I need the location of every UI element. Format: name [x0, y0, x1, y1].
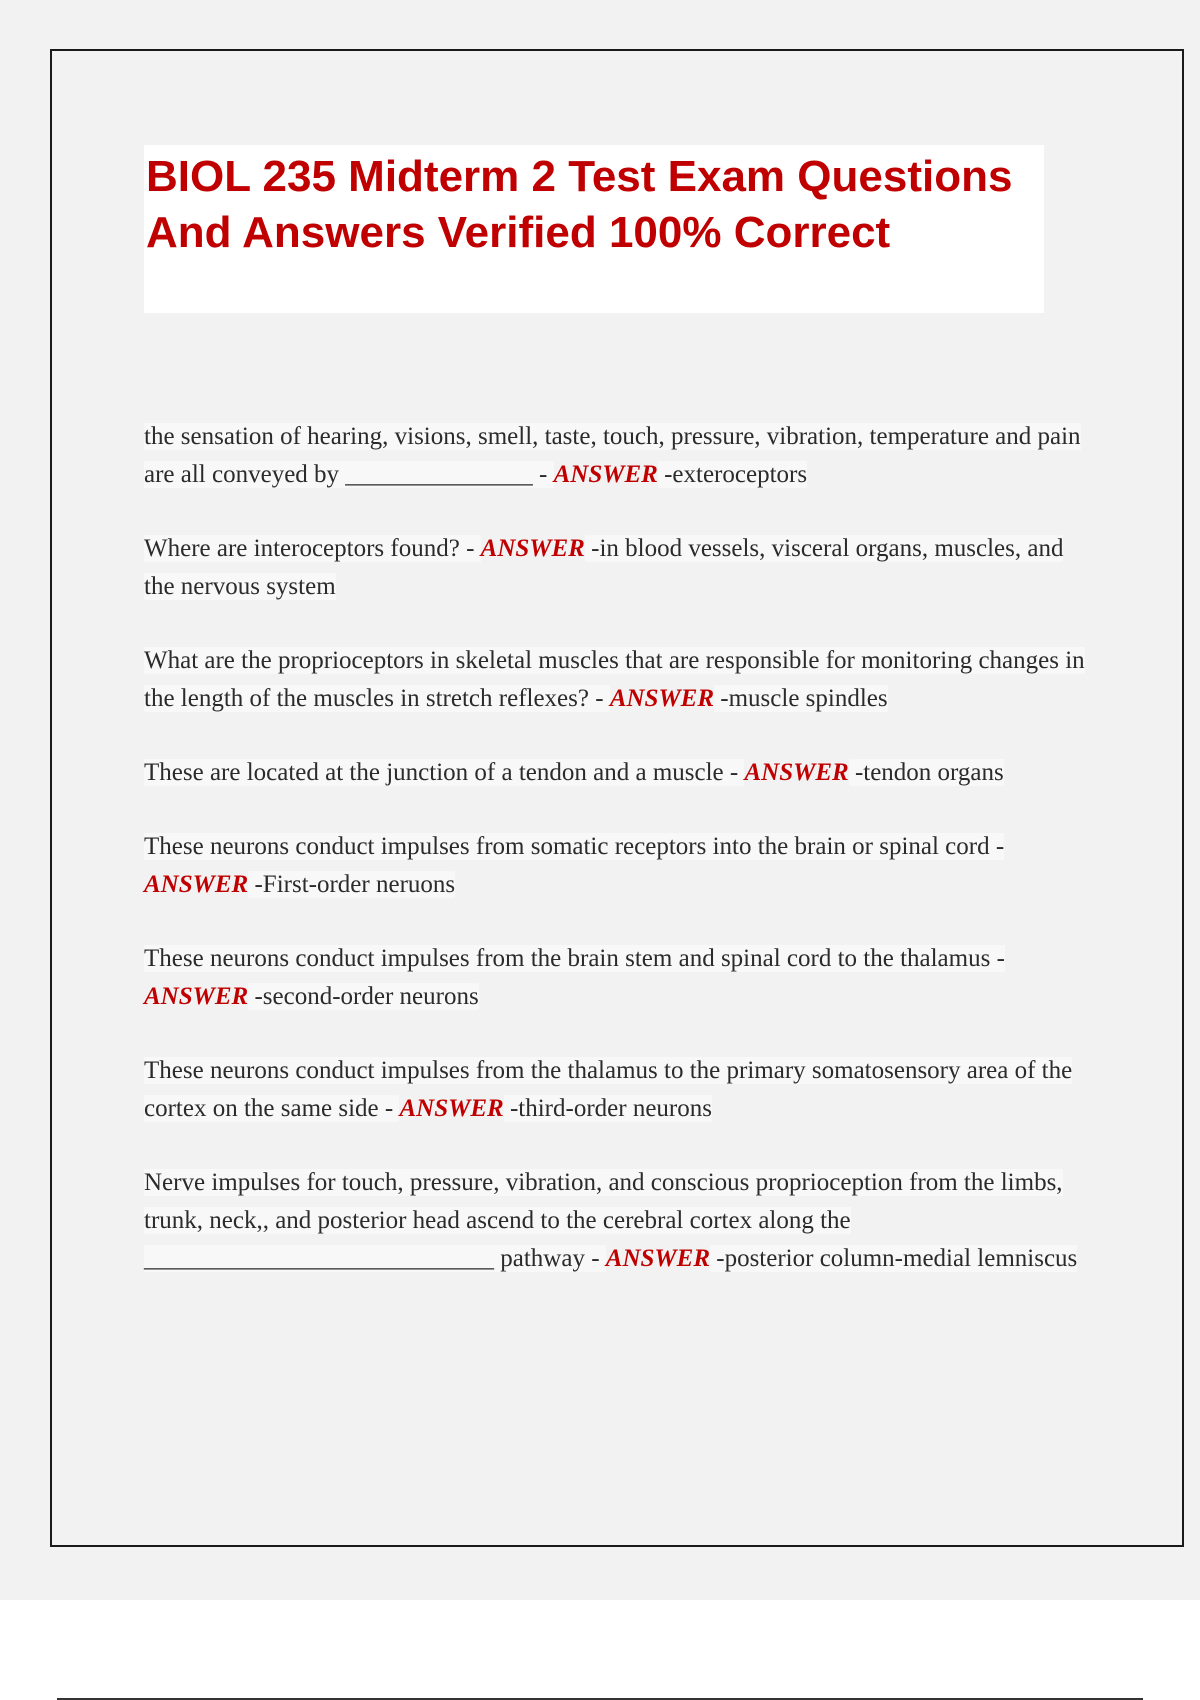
- qa-item: [144, 754, 1094, 792]
- answer-text: First-order neruons: [262, 871, 456, 898]
- answer-separator: -: [503, 1095, 519, 1122]
- answer-separator: -: [248, 983, 263, 1010]
- answer-separator: -: [584, 1245, 606, 1272]
- qa-item: [144, 1052, 1094, 1128]
- answer-separator: -: [989, 833, 1005, 860]
- answer-separator: -: [532, 461, 554, 488]
- question-text: What are the proprioceptors in skeletal muscles that are responsible for monitoring changes in the length of the muscles in stretch reflexes?: [144, 647, 1085, 712]
- title-block: [144, 145, 1044, 313]
- answer-label: ANSWER: [480, 535, 585, 562]
- qa-item: [144, 940, 1094, 1016]
- question-text: These neurons conduct impulses from the brain stem and spinal cord to the thalamus: [144, 945, 991, 972]
- answer-separator: -: [657, 461, 673, 488]
- answer-separator: -: [723, 759, 745, 786]
- answer-separator: -: [459, 535, 481, 562]
- answer-separator: -: [584, 535, 600, 562]
- qa-item: [144, 828, 1094, 904]
- answer-label: ANSWER: [399, 1095, 504, 1122]
- answer-separator: -: [248, 871, 263, 898]
- answer-label: ANSWER: [144, 871, 249, 898]
- answer-label: ANSWER: [144, 983, 249, 1010]
- answer-separator: -: [990, 945, 1005, 972]
- question-text: These neurons conduct impulses from somatic receptors into the brain or spinal cord: [144, 833, 990, 860]
- document-title: BIOL 235 Midterm 2 Test Exam Questions And Answers Verified 100% Correct: [146, 152, 1013, 257]
- qa-item: [144, 1164, 1094, 1278]
- answer-label: ANSWER: [744, 759, 849, 786]
- answer-separator: -: [588, 685, 610, 712]
- answer-text: posterior column-medial lemniscus: [724, 1245, 1078, 1272]
- answer-separator: -: [378, 1095, 400, 1122]
- answer-label: ANSWER: [553, 461, 658, 488]
- question-text: the sensation of hearing, visions, smell, taste, touch, pressure, vibration, temperature and pain are all conveyed by _______________: [144, 423, 1081, 488]
- qa-list: [144, 418, 1094, 1314]
- answer-text: muscle spindles: [728, 685, 888, 712]
- answer-text: exteroceptors: [672, 461, 808, 488]
- answer-text: in blood vessels, visceral organs, muscles, and the nervous system: [144, 535, 1064, 600]
- answer-separator: -: [710, 1245, 725, 1272]
- answer-separator: -: [714, 685, 729, 712]
- answer-text: second-order neurons: [262, 983, 479, 1010]
- answer-separator: -: [848, 759, 864, 786]
- question-text: Where are interoceptors found?: [144, 535, 460, 562]
- qa-item: [144, 418, 1094, 494]
- answer-text: third-order neurons: [518, 1095, 712, 1122]
- question-text: Nerve impulses for touch, pressure, vibration, and conscious proprioception from the limbs, trunk, neck,, and posterior head ascend to the cerebral cortex along the ____________________________ pathway: [144, 1169, 1063, 1272]
- answer-label: ANSWER: [609, 685, 715, 712]
- question-text: These neurons conduct impulses from the thalamus to the primary somatosensory area of the cortex on the same side: [144, 1057, 1073, 1122]
- question-text: These are located at the junction of a tendon and a muscle: [144, 759, 724, 786]
- qa-item: [144, 642, 1094, 718]
- qa-item: [144, 530, 1094, 606]
- answer-label: ANSWER: [605, 1245, 710, 1272]
- answer-text: tendon organs: [863, 759, 1004, 786]
